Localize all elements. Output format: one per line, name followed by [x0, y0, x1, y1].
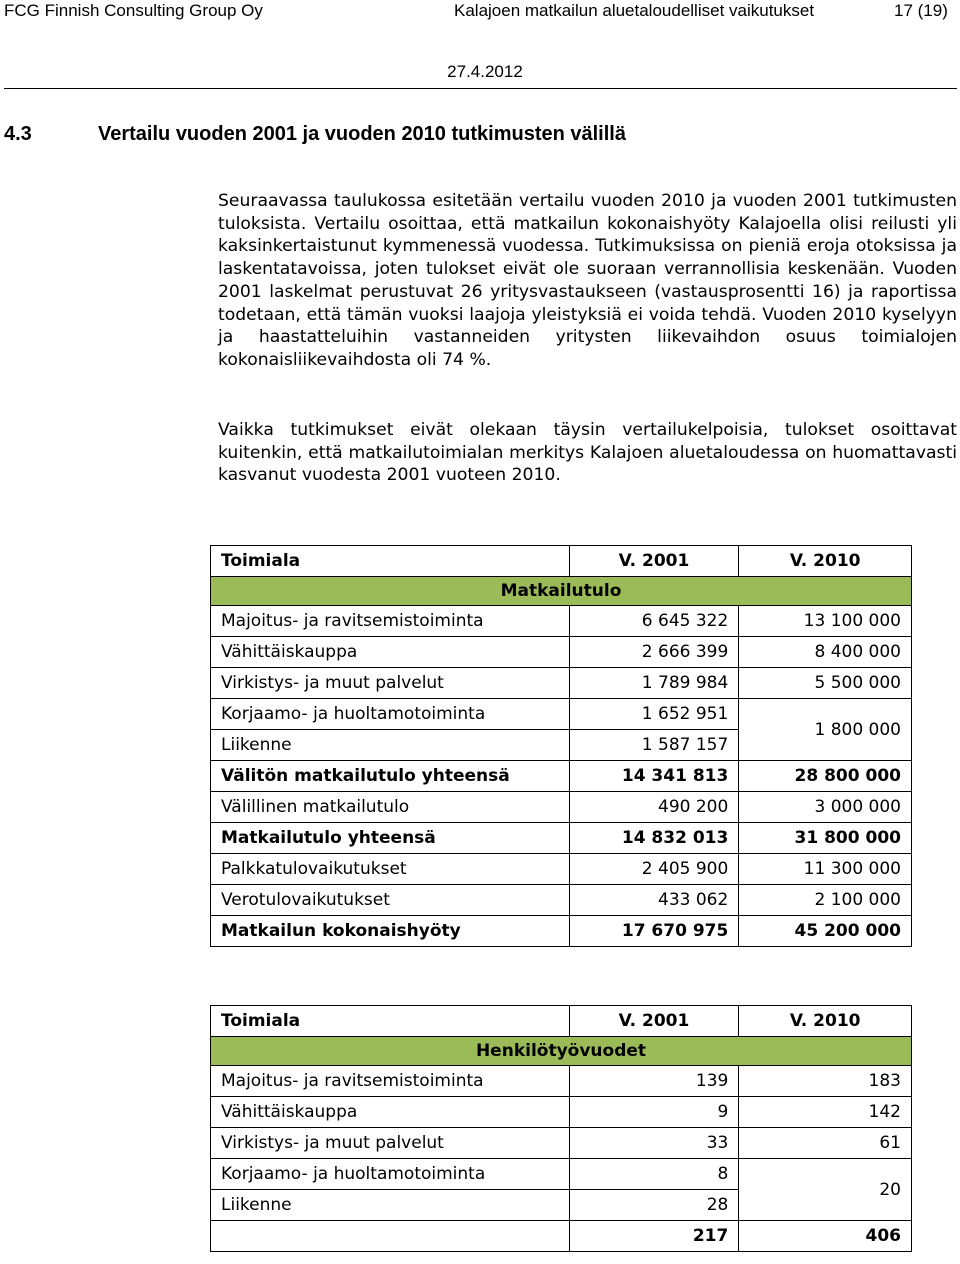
value-2001: 6 645 322: [569, 606, 739, 637]
table-row: [211, 1159, 912, 1190]
table-row: [211, 606, 912, 637]
value-2001: 433 062: [569, 885, 739, 916]
table-row: [211, 1097, 912, 1128]
table-row-total: [211, 761, 912, 792]
header-date: 27.4.2012: [447, 62, 523, 81]
header-cell: Toimiala: [211, 546, 570, 577]
header-cell: V. 2010: [739, 1006, 912, 1037]
header-cell: Toimiala: [211, 1006, 570, 1037]
page-header: [0, 0, 960, 30]
header-cell: V. 2010: [739, 546, 912, 577]
header-page-number: 17 (19): [894, 1, 948, 20]
table-row: [211, 885, 912, 916]
value-2010: 3 000 000: [739, 792, 912, 823]
value-2010: 5 500 000: [739, 668, 912, 699]
table-row: [211, 668, 912, 699]
table-row-total: [211, 916, 912, 947]
value-2010: 2 100 000: [739, 885, 912, 916]
header-cell: V. 2001: [569, 1006, 739, 1037]
value-2010: 142: [739, 1097, 912, 1128]
row-label: Korjaamo- ja huoltamotoiminta: [211, 1159, 570, 1190]
value-2001: 33: [569, 1128, 739, 1159]
value-2001: 14 832 013: [569, 823, 739, 854]
row-label: Majoitus- ja ravitsemistoiminta: [211, 606, 570, 637]
section-number: 4.3: [4, 123, 32, 145]
value-2010: 11 300 000: [739, 854, 912, 885]
row-label: Virkistys- ja muut palvelut: [211, 1128, 570, 1159]
value-2001: 139: [569, 1066, 739, 1097]
row-label: Vähittäiskauppa: [211, 1097, 570, 1128]
row-label: Virkistys- ja muut palvelut: [211, 668, 570, 699]
value-2010: 183: [739, 1066, 912, 1097]
band-label: Matkailutulo: [211, 577, 912, 606]
value-2001: 14 341 813: [569, 761, 739, 792]
table-header-row: [211, 546, 912, 577]
table-row: [211, 854, 912, 885]
table-row: [211, 1128, 912, 1159]
row-label: Majoitus- ja ravitsemistoiminta: [211, 1066, 570, 1097]
value-2010: 28 800 000: [739, 761, 912, 792]
value-2001: 1 587 157: [569, 730, 739, 761]
table-row: [211, 1066, 912, 1097]
comparison-table-income: [210, 545, 912, 947]
value-2001: 17 670 975: [569, 916, 739, 947]
value-2001: 1 789 984: [569, 668, 739, 699]
value-2010-merged: 20: [739, 1159, 912, 1221]
header-cell: V. 2001: [569, 546, 739, 577]
value-2001: 217: [569, 1221, 739, 1252]
value-2010: 8 400 000: [739, 637, 912, 668]
row-label: Liikenne: [211, 730, 570, 761]
table-row: [211, 699, 912, 730]
row-label: Matkailun kokonaishyöty: [211, 916, 570, 947]
header-company: FCG Finnish Consulting Group Oy: [4, 1, 263, 20]
row-label: Matkailutulo yhteensä: [211, 823, 570, 854]
header-divider: [4, 88, 957, 89]
table-band-row: [211, 1037, 912, 1066]
row-label: Välillinen matkailutulo: [211, 792, 570, 823]
row-label: Verotulovaikutukset: [211, 885, 570, 916]
table-row-total: [211, 1221, 912, 1252]
value-2010: 61: [739, 1128, 912, 1159]
table-header-row: [211, 1006, 912, 1037]
table-row: [211, 637, 912, 668]
row-label: Korjaamo- ja huoltamotoiminta: [211, 699, 570, 730]
row-label: Palkkatulovaikutukset: [211, 854, 570, 885]
table-row: [211, 792, 912, 823]
header-title: Kalajoen matkailun aluetaloudelliset vaikutukset: [454, 1, 815, 20]
value-2010-merged: 1 800 000: [739, 699, 912, 761]
body-paragraph-2: Vaikka tutkimukset eivät olekaan täysin vertailukelpoisia, tulokset osoittavat kuitenkin, että matkailutoimialan merkitys Kalajoen aluetaloudessa on huomattavasti kasvanut vuodesta 2001 vuoteen 2010.: [218, 420, 957, 486]
value-2010: 31 800 000: [739, 823, 912, 854]
value-2001: 28: [569, 1190, 739, 1221]
value-2010: 13 100 000: [739, 606, 912, 637]
band-label: Henkilötyövuodet: [211, 1037, 912, 1066]
section-title: Vertailu vuoden 2001 ja vuoden 2010 tutkimusten välillä: [98, 123, 626, 145]
row-label: Liikenne: [211, 1190, 570, 1221]
value-2010: 406: [739, 1221, 912, 1252]
value-2001: 8: [569, 1159, 739, 1190]
value-2001: 9: [569, 1097, 739, 1128]
comparison-table-employment: [210, 1005, 912, 1252]
section-heading: [4, 123, 626, 146]
row-label: Välitön matkailutulo yhteensä: [211, 761, 570, 792]
value-2001: 2 405 900: [569, 854, 739, 885]
table-band-row: [211, 577, 912, 606]
value-2001: 490 200: [569, 792, 739, 823]
value-2001: 1 652 951: [569, 699, 739, 730]
value-2001: 2 666 399: [569, 637, 739, 668]
row-label: Vähittäiskauppa: [211, 637, 570, 668]
table-row-total: [211, 823, 912, 854]
value-2010: 45 200 000: [739, 916, 912, 947]
body-paragraph-1: Seuraavassa taulukossa esitetään vertailu vuoden 2010 ja vuoden 2001 tutkimusten tuloksista. Vertailu osoittaa, että matkailun kokonaishyöty Kalajoella olisi reilusti yli kaksinkertaistunut kymmenessä vuodessa. Tutkimuksissa on pieniä eroja otoksissa ja laskentatavoissa, joten tulokset eivät ole suoraan verrannollisia keskenään. Vuoden 2001 laskelmat perustuvat 26 yritysvastaukseen (vastausprosentti 16) ja raportissa todetaan, että tämän vuoksi laajoja yleistyksiä ei voida tehdä. Vuoden 2010 kyselyyn ja haastatteluihin vastanneiden yritysten liikevaihdon osuus toimialojen kokonaisliikevaihdosta oli 74 %.: [218, 191, 957, 370]
row-label: [211, 1221, 570, 1252]
